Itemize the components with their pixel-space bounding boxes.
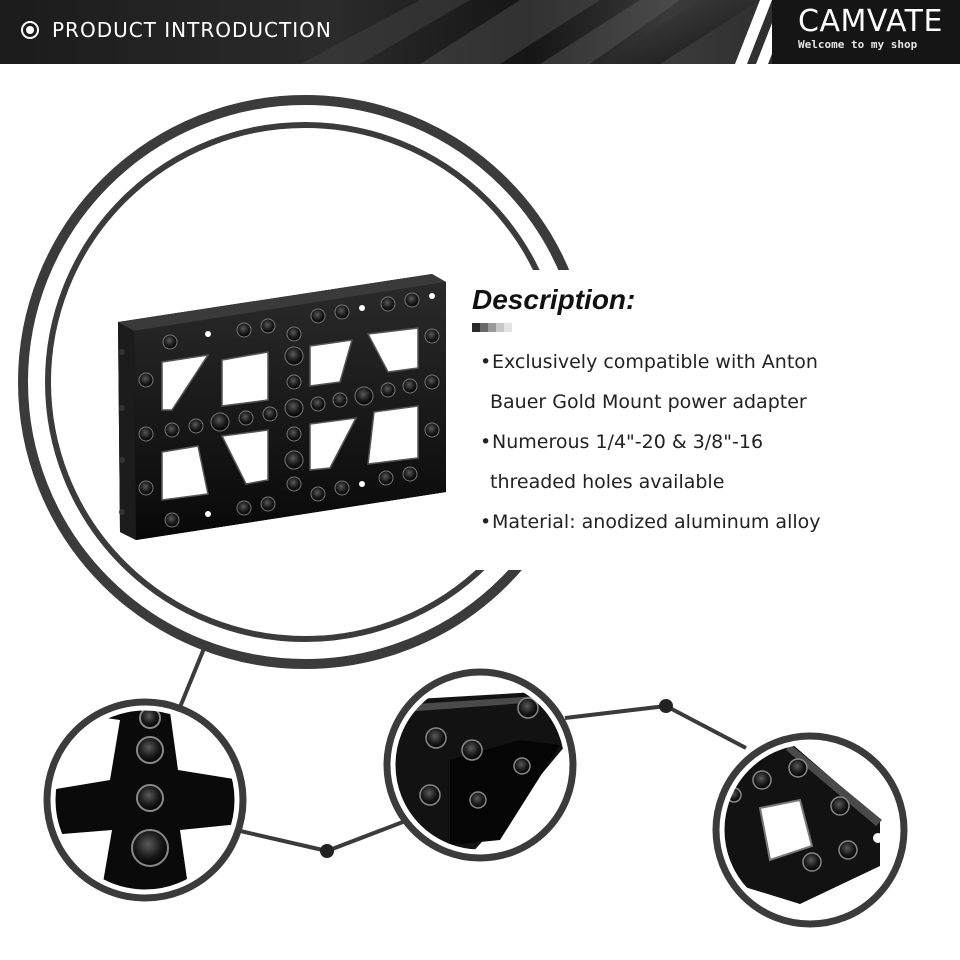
cheese-plate-product-photo [118, 274, 446, 540]
connector-dot [320, 844, 334, 858]
bullet-text-continued: threaded holes available [490, 471, 725, 493]
header-title: PRODUCT INTRODUCTION [52, 18, 332, 42]
bullet-text: Material: anodized aluminum alloy [492, 511, 821, 533]
bullet-dot-icon: • [480, 511, 492, 533]
description-title: Description: [472, 284, 636, 315]
bullet-text: Numerous 1/4"-20 & 3/8"-16 [492, 431, 764, 453]
connector-dot [659, 699, 673, 713]
bullet-text: Exclusively compatible with Anton [492, 351, 818, 373]
bullet-dot-icon: • [480, 431, 492, 453]
bullet-item [480, 502, 900, 542]
bullet-item [480, 342, 900, 422]
bullet-dot-icon: • [480, 351, 492, 373]
detail-side-edge-holes [387, 672, 573, 858]
brand-name: CAMVATE [798, 4, 943, 39]
detail-corner-cutout [716, 736, 904, 924]
description-bullets [480, 342, 900, 542]
bullet-text-continued: Bauer Gold Mount power adapter [490, 391, 807, 413]
bullet-item [480, 422, 900, 502]
description-underline-swatch [472, 323, 512, 332]
brand-tagline: Welcome to my shop [798, 38, 918, 51]
detail-threaded-center-holes [47, 700, 250, 900]
